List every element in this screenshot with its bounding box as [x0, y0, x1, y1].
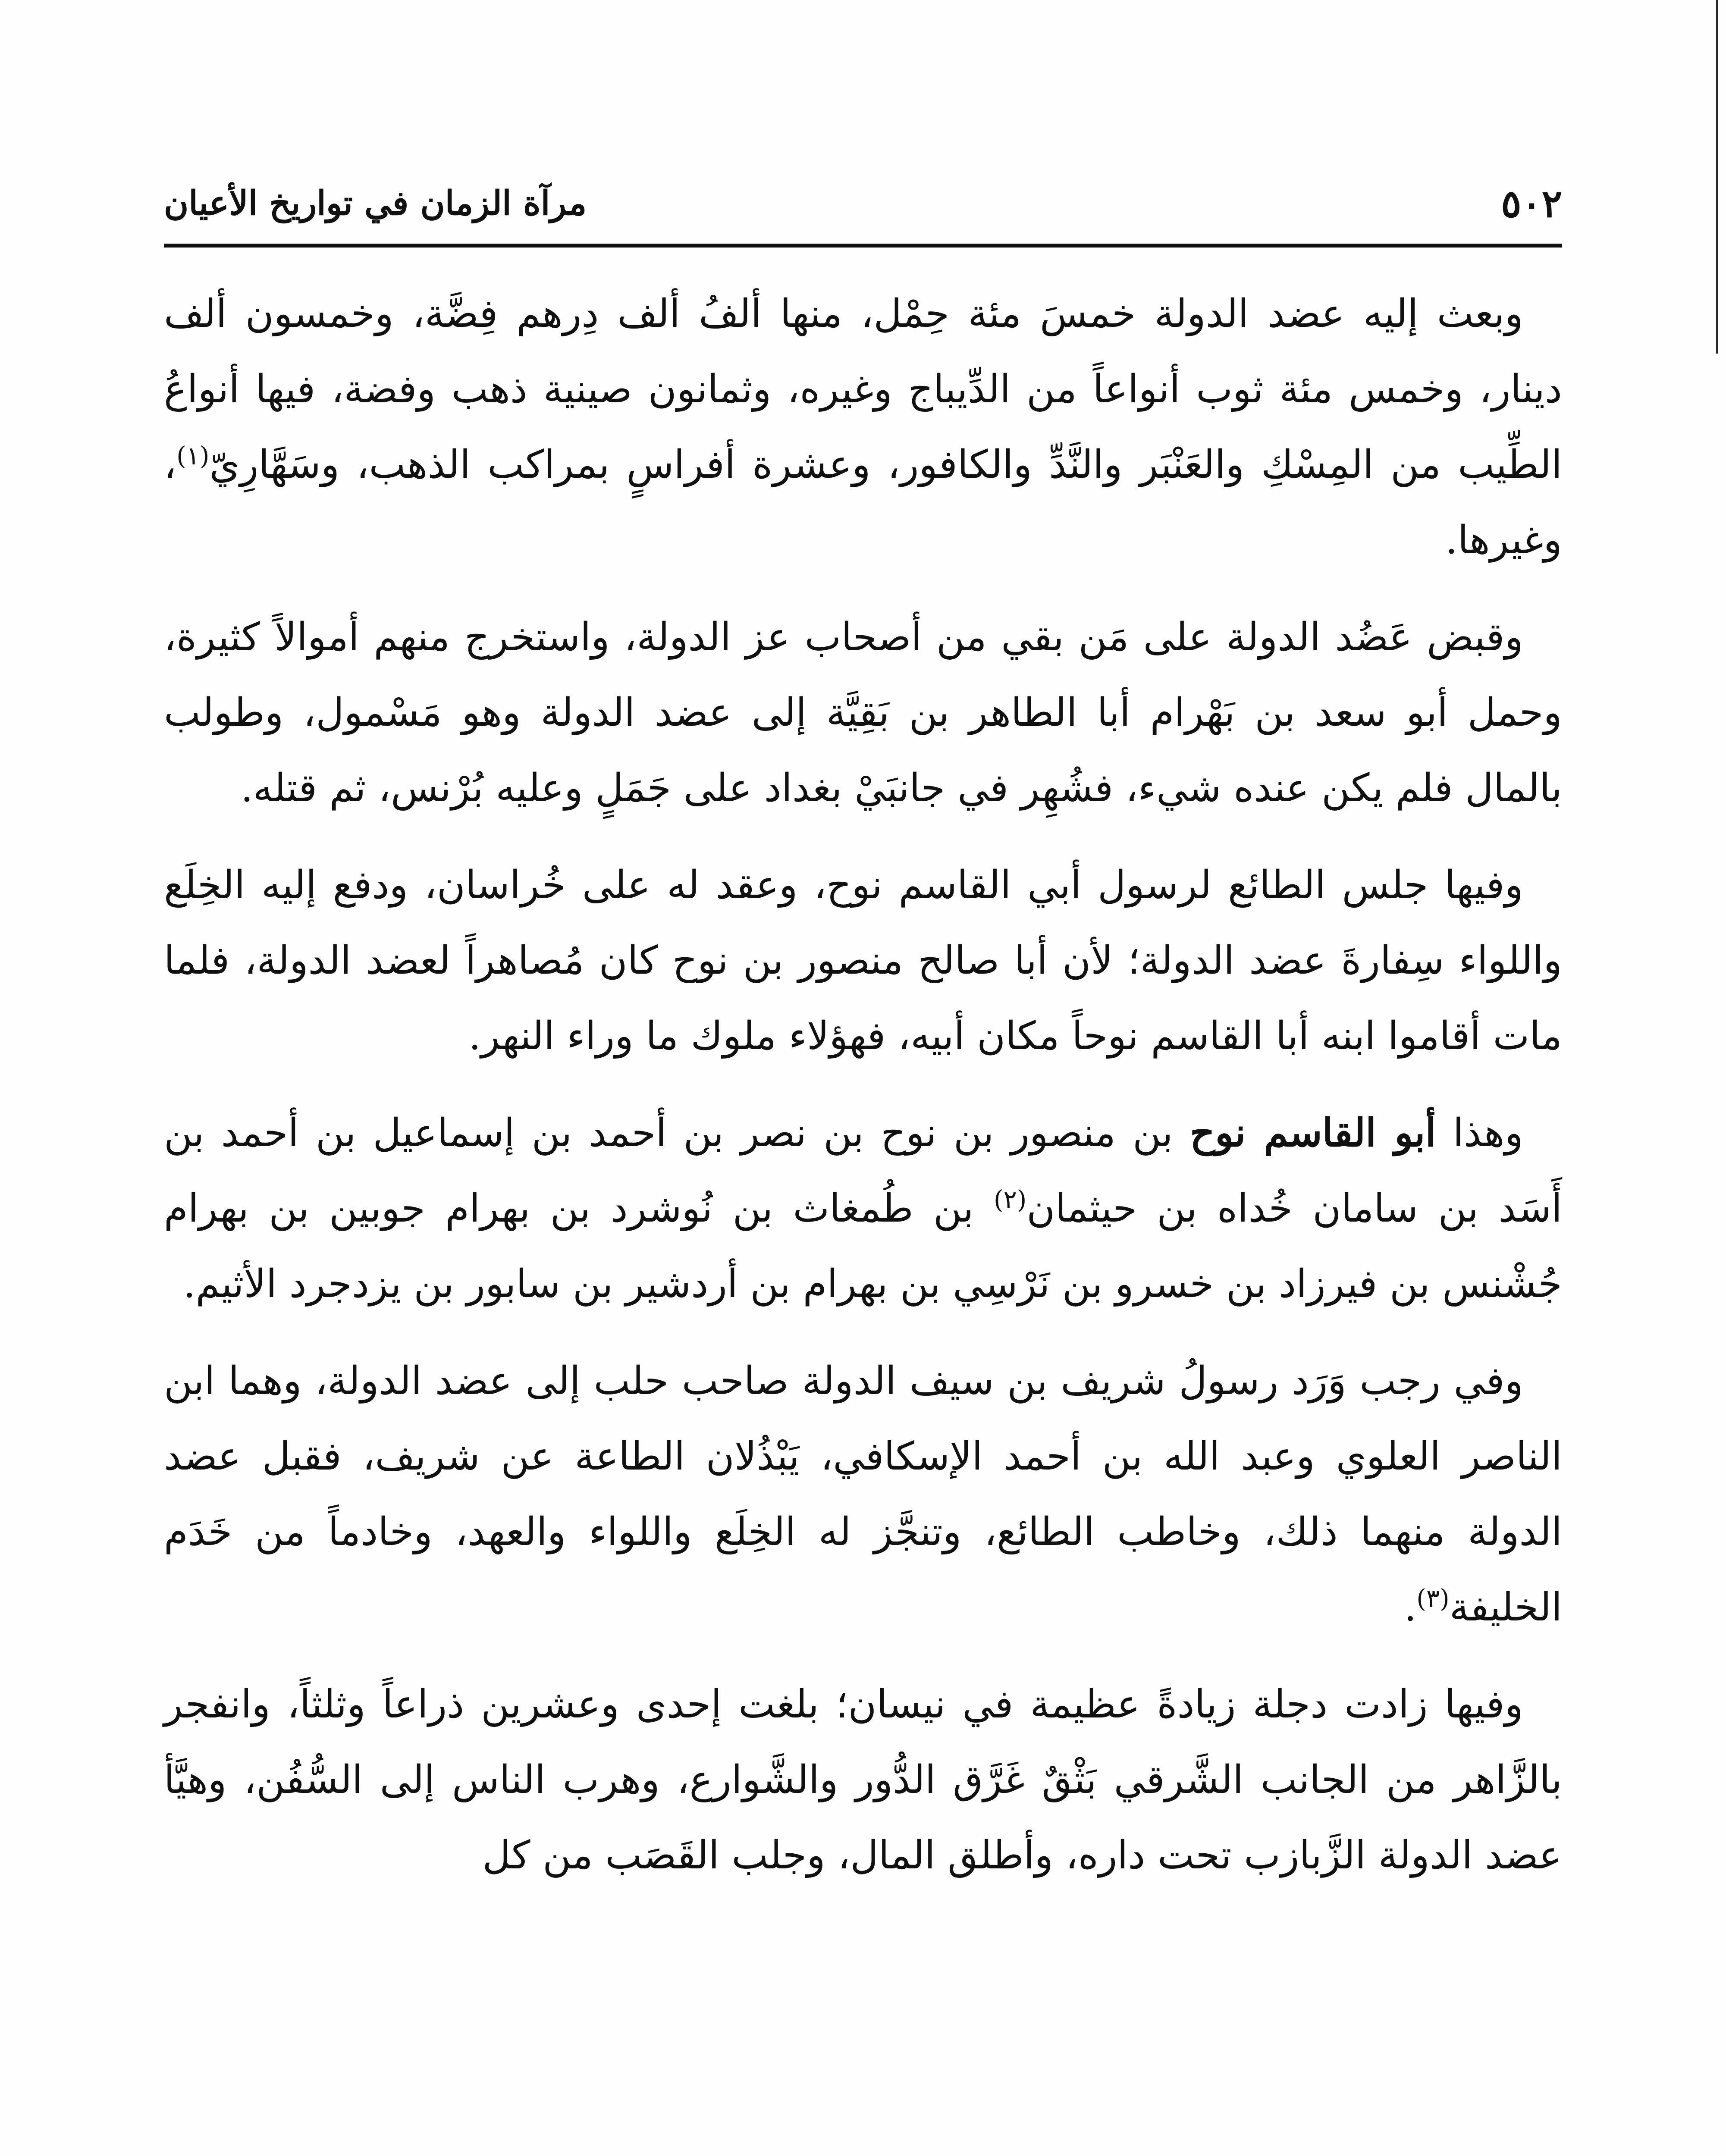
- footnote-ref-3: (٣): [1416, 1584, 1450, 1613]
- paragraph-4-lead: وهذا: [1436, 1110, 1523, 1156]
- paragraph-5: [164, 1343, 1562, 1645]
- paragraph-4-text: بن منصور بن نوح بن نصر بن أحمد بن إسماعيل بن أحمد بن أَسَد بن سامان خُداه بن حيثمان: [164, 1110, 1563, 1231]
- main-text: [164, 276, 1562, 1915]
- paragraph-5-tail: .: [1404, 1585, 1417, 1630]
- paragraph-1: [164, 276, 1562, 578]
- paragraph-6: [164, 1667, 1562, 1893]
- footnote-ref-1: (١): [176, 441, 210, 470]
- paragraph-3: [164, 847, 1562, 1074]
- paragraph-6-text: وفيها زادت دجلة زيادةً عظيمة في نيسان؛ بلغت إحدى وعشرين ذراعاً وثلثاً، وانفجر بالزَّاهر من الجانب الشَّرقي بَثْقٌ غَرَّق الدُّور والشَّوارع، وهرب الناس إلى السُّفُن، وهيَّأ عضد الدولة الزَّبازب تحت داره، وأطلق المال، وجلب القَصَب من كل: [164, 1682, 1562, 1878]
- footnote-ref-2: (٢): [993, 1185, 1027, 1214]
- scan-edge-line: [1716, 0, 1718, 354]
- paragraph-4: [164, 1095, 1562, 1322]
- paragraph-1-tail: ، وغيرها.: [164, 442, 1562, 563]
- paragraph-3-text: وفيها جلس الطائع لرسول أبي القاسم نوح، وعقد له على خُراسان، ودفع إليه الخِلَع واللواء سِفارةَ عضد الدولة؛ لأن أبا صالح منصور بن نوح كان مُصاهراً لعضد الدولة، فلما مات أقاموا ابنه أبا القاسم نوحاً مكان أبيه، فهؤلاء ملوك ما وراء النهر.: [164, 862, 1562, 1059]
- header-divider: [164, 244, 1562, 248]
- paragraph-1-text: وبعث إليه عضد الدولة خمسَ مئة حِمْل، منها ألفُ ألف دِرهم فِضَّة، وخمسون ألف دينار، وخمس مئة ثوب أنواعاً من الدِّيباج وغيره، وثمانون صينية ذهب وفضة، فيها أنواعُ الطِّيب من المِسْكِ والعَنْبَر والنَّدِّ والكافور، وعشرة أفراسٍ بمراكب الذهب، وسَهَّارِيّ: [164, 291, 1562, 487]
- person-name-highlight: أبو القاسم نوح: [1189, 1110, 1436, 1156]
- page-number: ٥٠٢: [1501, 181, 1562, 226]
- book-title: مرآة الزمان في تواريخ الأعيان: [164, 184, 587, 223]
- paragraph-5-text: وفي رجب وَرَد رسولُ شريف بن سيف الدولة صاحب حلب إلى عضد الدولة، وهما ابن الناصر العلوي وعبد الله بن أحمد الإسكافي، يَبْذُلان الطاعة عن شريف، فقبل عضد الدولة منهما ذلك، وخاطب الطائع، وتنجَّز له الخِلَع واللواء والعهد، وخادماً من خَدَم الخليفة: [164, 1358, 1562, 1630]
- paragraph-2-text: وقبض عَضُد الدولة على مَن بقي من أصحاب عز الدولة، واستخرج منهم أموالاً كثيرة، وحمل أبو سعد بن بَهْرام أبا الطاهر بن بَقِيَّة إلى عضد الدولة وهو مَسْمول، وطولب بالمال فلم يكن عنده شيء، فشُهِر في جانبَيْ بغداد على جَمَلٍ وعليه بُرْنس، ثم قتله.: [164, 614, 1562, 811]
- page-header: [164, 177, 1562, 229]
- paragraph-2: [164, 599, 1562, 826]
- paragraph-4-tail: بن طُمغاث بن نُوشرد بن بهرام جوبين بن بهرام جُشْنس بن فيرزاد بن خسرو بن نَرْسِي بن بهرام بن أردشير بن سابور بن يزدجرد الأثيم.: [164, 1186, 1562, 1307]
